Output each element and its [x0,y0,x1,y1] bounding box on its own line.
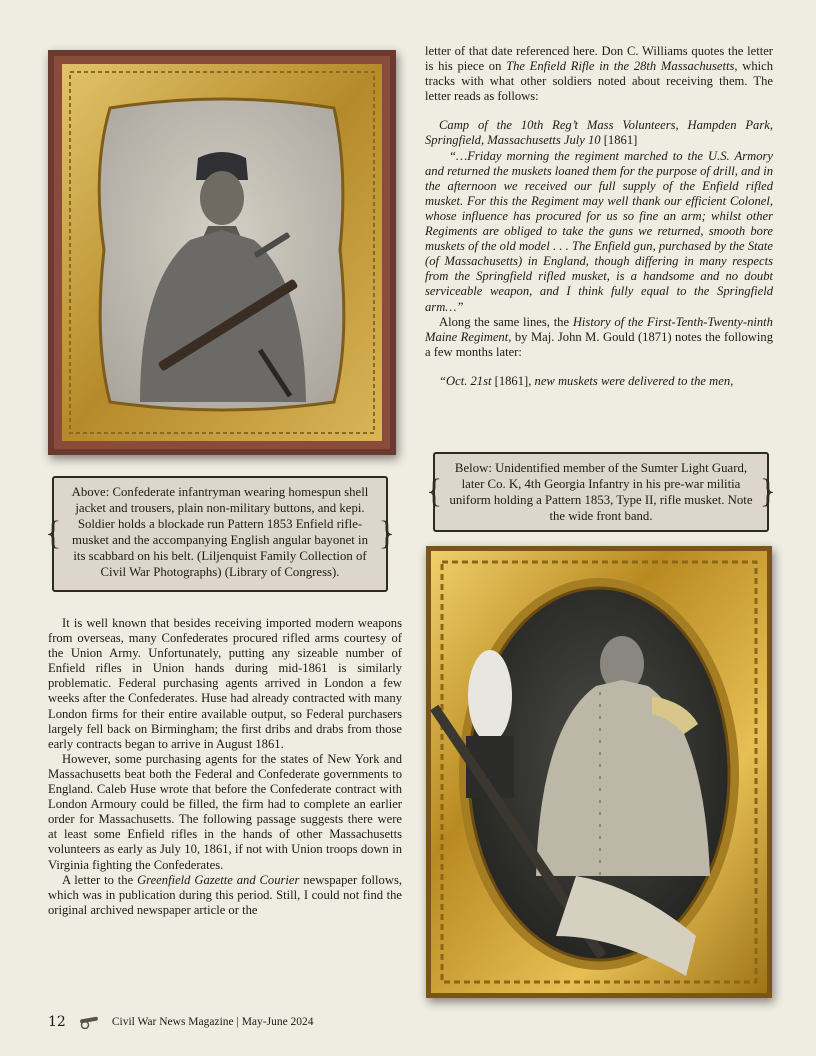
caption-bottom-text: Below: Unidentified member of the Sumter Light Guard, later Co. K, 4th Georgia Infantry in his pre-war militia uniform holding a Pattern 1853, Type II, rifle musket. Note the wide front band. [449,461,753,523]
cannon-icon [76,1015,102,1029]
caption-top [52,476,388,592]
caption-top-text: Above: Confederate infantryman wearing homespun shell jacket and trousers, plain non-military buttons, and kepi. Soldier holds a blockade run Pattern 1853 Enfield rifle-musket and the accompanying English angular bayonet in its scabbard on his belt. (Liljenquist Family Collection of Civil War Photographs) (Library of Congress). [71,485,369,579]
right-column-body [425,44,773,389]
confederate-soldier-photo [48,50,396,455]
maine-history-title: History of the First-Tenth-Twenty-ninth Maine Regiment, [425,314,773,344]
paragraph-purchasing-agents: However, some purchasing agents for the states of New York and Massachusetts beat both the Federal and Confederate governments to England. Caleb Huse wrote that before the Confederate contract with London Armoury could be filled, the firm had to complete an earlier order for Massachusetts. The following passage suggests there were at least some Enfield rifles in the hands of other Massachusetts volunteers as early as July 10, 1861, if not with Union troops down in Virginia fighting the Confederates. [48,751,402,872]
enfield-article-title: The Enfield Rifle in the 28th Massachusetts [506,59,735,74]
page-number: 12 [48,1014,66,1030]
camp-heading: Camp of the 10th Reg’t Mass Volunteers, Hampden Park, Springfield, Massachusetts July 10 [1861] [425,118,773,148]
paragraph-maine-regiment: Along the same lines, the History of the First-Tenth-Twenty-ninth Maine Regiment, by Maj. John M. Gould (1871) notes the following a few months later: [425,314,773,359]
paragraph-imported-weapons: It is well known that besides receiving imported modern weapons from overseas, many Confederates procured rifled arms courtesy of the Union Army. Unfortunately, putting any sizeable number of Enfield rifles in Union hands during mid-1861 is similarly problematic. Federal purchasing agents arrived in London a few weeks after the Confederates. Huse had already contracted with many London firms for their entire available output, so Federal purchasers largely fell back on Birmingham; the first dribs and drabs from those early contracts began to arrive in August 1861. [48,616,402,751]
letter-quote: “…Friday morning the regiment marched to the U.S. Armory and returned the muskets loaned them for the purpose of drill, and in the afternoon we received our full supply of the Enfield rifled musket. For this the Regiment may well thank our efficient Colonel, whose influence has procured for us so fine an arm; whilst other Regiments are obliged to take the guns we returned, smooth bore muskets of the old model . . . The Enfield gun, purchased by the State (of Massachusetts) in England, though differing in many respects from the Springfield rifled musket, is a handsome and no doubt serviceable weapon, and I think fully equal to the Springfield arm…” [425,148,773,314]
page-footer [48,1014,314,1030]
greenfield-gazette-title: Greenfield Gazette and Courier [137,872,300,887]
paragraph-greenfield-letter: A letter to the Greenfield Gazette and Courier newspaper follows, which was in publication during this period. Still, I could not find the original archived newspaper article or the [48,872,402,917]
publication-name: Civil War News Magazine | May-June 2024 [111,1016,314,1028]
october-quote: “Oct. 21st [1861], new muskets were delivered to the men, [439,373,734,388]
caption-bottom [433,452,769,532]
paragraph-williams-quote: letter of that date referenced here. Don C. Williams quotes the letter is his piece on The Enfield Rifle in the 28th Massachusetts, which tracks with what other soldiers noted about receiving them. The letter reads as follows: [425,44,774,104]
left-column-body [48,616,402,918]
georgia-militia-photo [426,546,772,998]
